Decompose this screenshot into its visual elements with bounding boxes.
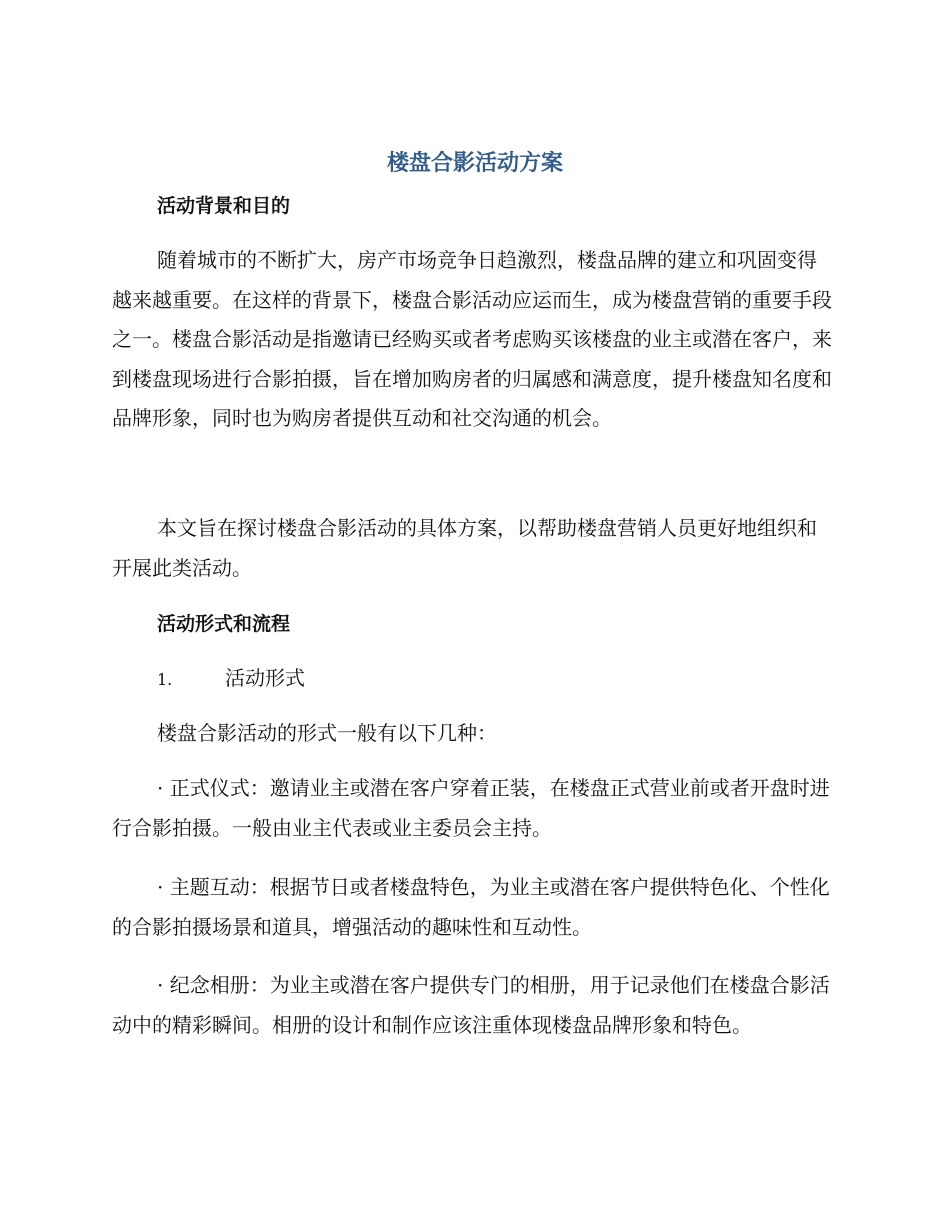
bullet-theme-interaction: · 主题互动：根据节日或者楼盘特色，为业主或潜在客户提供特色化、个性化的合影拍摄场景和道具，增强活动的趣味性和互动性。 bbox=[112, 875, 830, 939]
numbered-list-item bbox=[157, 663, 305, 695]
document-title: 楼盘合影活动方案 bbox=[386, 151, 563, 176]
section-heading-format: 活动形式和流程 bbox=[157, 613, 291, 635]
bullet-formal-ceremony: · 正式仪式：邀请业主或潜在客户穿着正装，在楼盘正式营业前或者开盘时进行合影拍摄。一般由业主代表或业主委员会主持。 bbox=[112, 776, 830, 840]
list-number: 1. bbox=[157, 670, 173, 689]
background-paragraph: 随着城市的不断扩大，房产市场竞争日趋激烈，楼盘品牌的建立和巩固变得越来越重要。在这样的背景下，楼盘合影活动应运而生，成为楼盘营销的重要手段之一。楼盘合影活动是指邀请已经购买或者考虑购买该楼盘的业主或潜在客户，来到楼盘现场进行合影拍摄，旨在增加购房者的归属感和满意度，提升楼盘知名度和品牌形象，同时也为购房者提供互动和社交沟通的机会。 bbox=[112, 248, 832, 430]
list-label: 活动形式 bbox=[225, 666, 305, 690]
purpose-paragraph: 本文旨在探讨楼盘合影活动的具体方案，以帮助楼盘营销人员更好地组织和开展此类活动。 bbox=[112, 516, 817, 580]
format-intro-paragraph: 楼盘合影活动的形式一般有以下几种： bbox=[157, 721, 497, 745]
section-heading-background: 活动背景和目的 bbox=[157, 195, 291, 217]
bullet-memorial-album: · 纪念相册：为业主或潜在客户提供专门的相册，用于记录他们在楼盘合影活动中的精彩瞬间。相册的设计和制作应该注重体现楼盘品牌形象和特色。 bbox=[112, 973, 830, 1037]
